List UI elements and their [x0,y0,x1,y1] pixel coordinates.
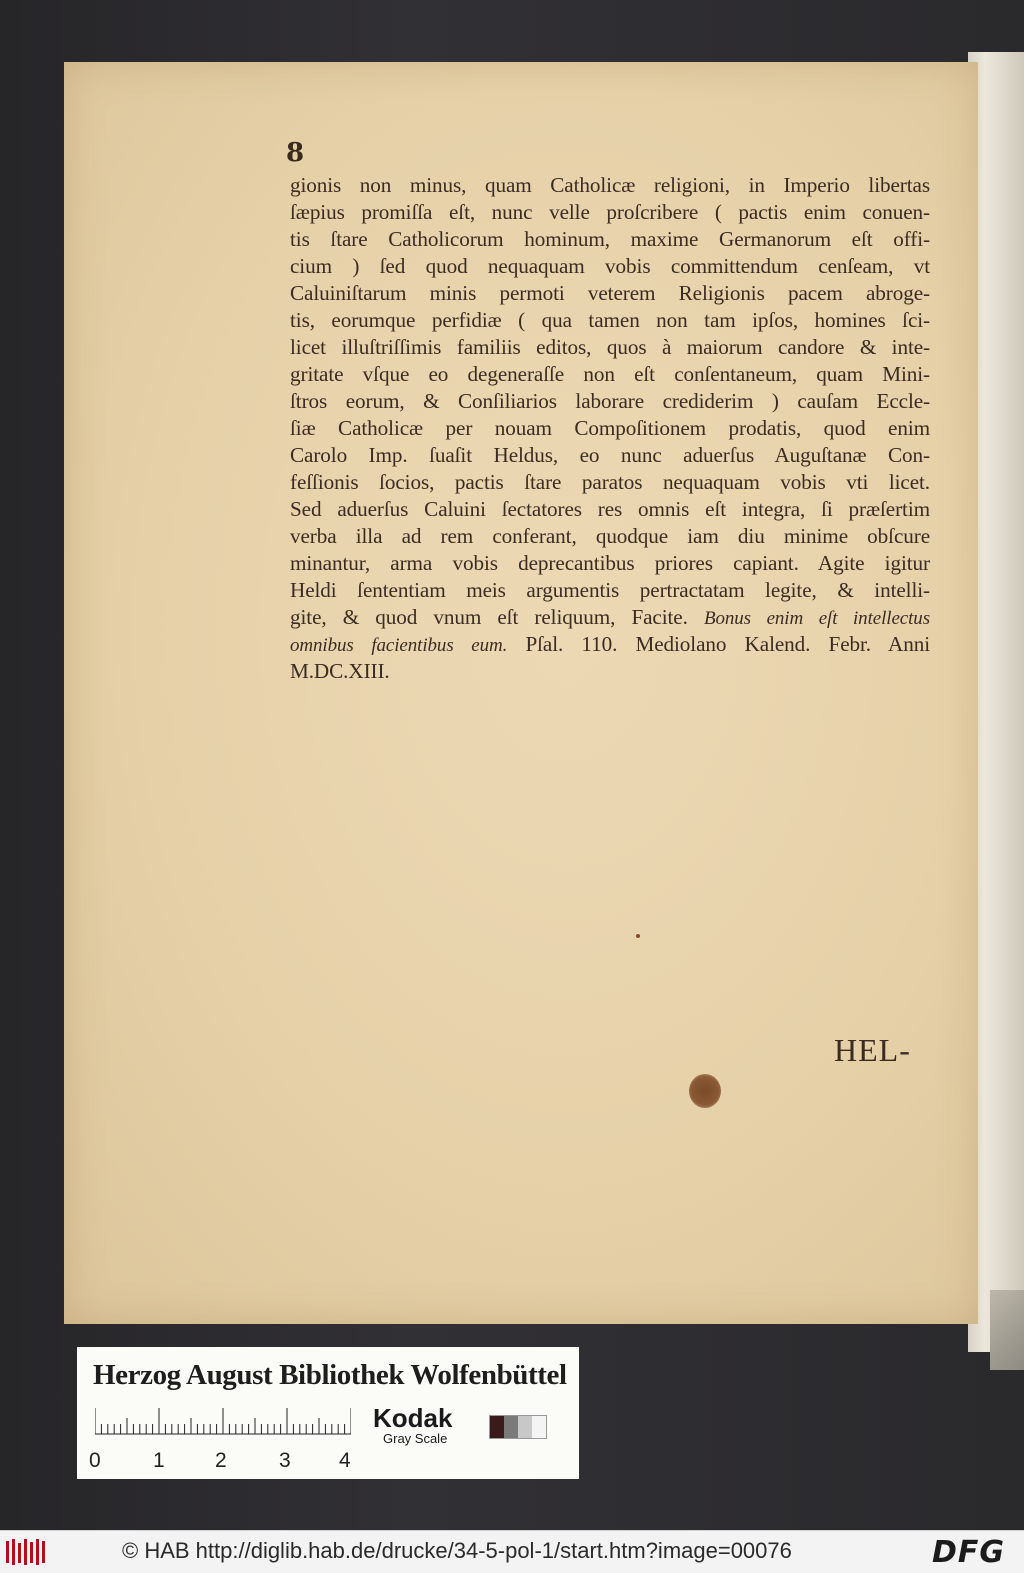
quote-line [290,631,930,658]
ink-speck [636,934,640,938]
text-line: cium ) ſed quod nequaquam vobis committendum cenſeam, vt [290,254,930,278]
text-line: Caluiniſtarum minis permoti veterem Religionis pacem abroge- [290,281,930,305]
gray-scale-label: Gray Scale [383,1431,448,1446]
text-line: Sed aduerſus Caluini ſectatores res omnis eſt integra, ſi præſertim [290,497,930,521]
gray-patch [490,1416,504,1438]
ruler-number: 4 [339,1449,351,1472]
gray-patch [532,1416,546,1438]
dfg-logo: DFG [932,1535,1006,1570]
ruler-number: 2 [215,1449,227,1472]
text-line: tis, eorumque perfidiæ ( qua tamen non tam ipſos, homines ſci- [290,308,930,332]
ruler-ticks [95,1408,351,1434]
year-lead: Anni [888,632,931,656]
text-line: feſſionis ſocios, pactis ſtare paratos nequaquam vobis vti licet. [290,470,930,494]
footer-bar [0,1530,1024,1573]
ruler-number: 1 [153,1449,165,1472]
scripture-quote: Bonus enim eſt intellectus [703,608,930,629]
date-line: M.DC.XIII. [290,659,390,683]
ruler-numbers [89,1449,369,1473]
ruler-number: 0 [89,1449,101,1472]
body-text [290,172,930,685]
text-line: verba illa ad rem conferant, quodque iam diu minime obſcure [290,524,930,548]
book-page [64,62,978,1324]
catchword: HEL- [834,1032,911,1068]
text-line: licet illuſtriſſimis familiis editos, quos à maiorum candore & inte- [290,335,930,359]
gray-patch [518,1416,532,1438]
gray-patches [489,1415,547,1439]
page-number: 8 [286,138,305,168]
text-line: gritate vſque eo degeneraſſe non eſt conſentaneum, quam Mini- [290,362,930,386]
text-line: Heldi ſententiam meis argumentis pertractatam legite, & intelli- [290,578,930,602]
text-line: ſtros eorum, & Conſiliarios laborare crediderim ) cauſam Eccle- [290,389,930,413]
text-line: gionis non minus, quam Catholicæ religioni, in Imperio libertas [290,173,930,197]
ruler-number: 3 [279,1449,291,1472]
hab-logo-icon [6,1539,48,1565]
kodak-logo: Kodak [373,1403,453,1433]
ruler-scale [95,1407,351,1435]
page-corner-shadow [990,1290,1024,1370]
source-link[interactable]: © HAB http://diglib.hab.de/drucke/34-5-pol-1/start.htm?image=00076 [122,1538,792,1563]
text-line: ſiæ Catholicæ per nouam Compoſitionem prodatis, quod enim [290,416,930,440]
text-line: minantur, arma vobis deprecantibus priores capiant. Agite igitur [290,551,930,575]
gray-patch [504,1416,518,1438]
scripture-reference: Pſal. 110. Mediolano Kalend. Febr. [525,632,871,656]
text-line: Carolo Imp. ſuaſit Heldus, eo nunc aduerſus Auguſtanæ Con- [290,443,930,467]
ink-stain [689,1074,721,1108]
library-color-card [77,1347,579,1479]
scripture-quote-cont: omnibus facientibus eum. [290,635,508,656]
text-line: tis ſtare Catholicorum hominum, maxime Germanorum eſt offi- [290,227,930,251]
text-line: ſæpius promiſſa eſt, nunc velle proſcribere ( pactis enim conuen- [290,200,930,224]
library-title: Herzog August Bibliothek Wolfenbüttel [93,1359,567,1391]
text-line-with-quote [290,604,930,631]
text-line: gite, & quod vnum eſt reliquum, Facite. [290,605,688,629]
